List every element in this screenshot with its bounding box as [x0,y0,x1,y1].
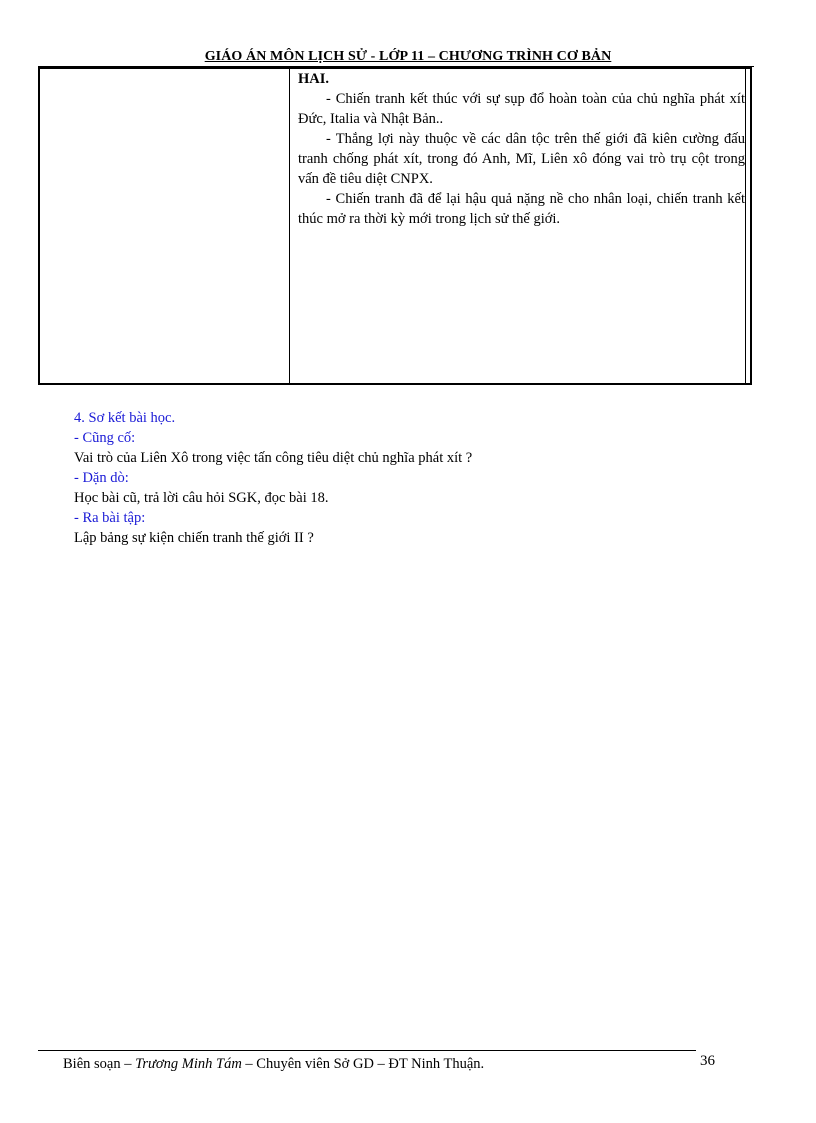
footer-prefix: Biên soạn – [63,1056,136,1072]
footer-author: Trương Minh Tám [135,1056,242,1072]
footer-rule [38,1050,696,1051]
page-footer [63,1056,484,1073]
exercise-label: - Ra bài tập: [74,510,146,526]
cell-paragraph: - Chiến tranh kết thúc với sự sụp đổ hoàn toàn của chủ nghĩa phát xít Đức, Italia và Nhật Bản.. [298,91,745,127]
page-number: 36 [700,1053,715,1069]
footer-suffix: – Chuyên viên Sở GD – ĐT Ninh Thuận. [241,1056,485,1072]
lesson-summary [74,408,754,548]
column-divider [289,69,290,383]
exercise-text: Lập bảng sự kiện chiến tranh thế giới II ? [74,530,314,546]
summary-heading: 4. Sơ kết bài học. [74,410,176,426]
table-right-cell [298,69,745,229]
table-inner-border [745,69,746,383]
cell-paragraph: - Thắng lợi này thuộc về các dân tộc trên thế giới đã kiên cường đấu tranh chống phát xít, trong đó Anh, Mĩ, Liên xô đóng vai trò trụ cột trong vấn đề tiêu diệt CNPX. [298,131,745,187]
homework-text: Học bài cũ, trả lời câu hỏi SGK, đọc bài 18. [74,490,329,506]
consolidate-label: - Cũng cố: [74,430,136,446]
homework-label: - Dặn dò: [74,470,129,486]
cell-heading: HAI. [298,71,330,87]
cell-paragraph: - Chiến tranh đã để lại hậu quả nặng nề cho nhân loại, chiến tranh kết thúc mở ra thời kỳ mới trong lịch sử thế giới. [298,191,745,227]
page-header: GIÁO ÁN MÔN LỊCH SỬ - LỚP 11 – CHƯƠNG TRÌNH CƠ BẢN [204,49,612,64]
consolidate-text: Vai trò của Liên Xô trong việc tấn công tiêu diệt chủ nghĩa phát xít ? [74,450,473,466]
lesson-table [38,67,752,385]
